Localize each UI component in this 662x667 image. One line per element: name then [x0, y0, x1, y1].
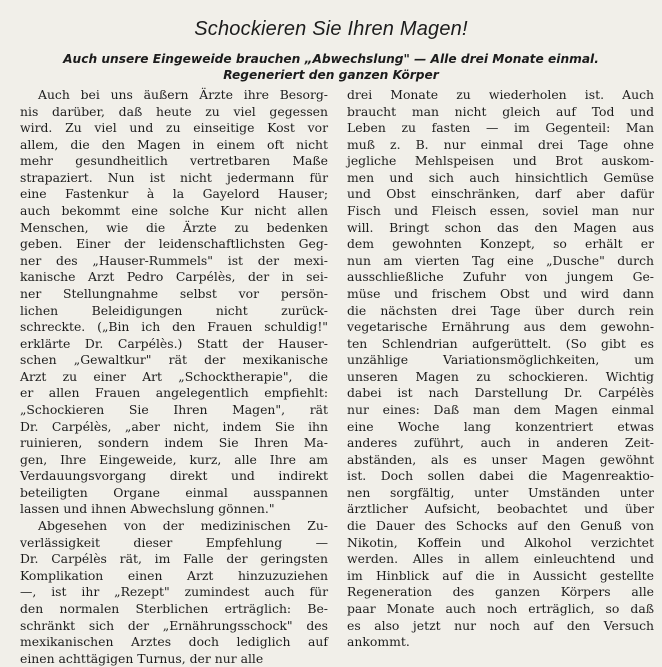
article-column-right: [347, 87, 654, 651]
text-line: schen „Gewaltkur" rät der mexikanische: [20, 352, 328, 368]
text-line: geben. Einer der leidenschaftlichsten Geg-: [20, 236, 328, 252]
text-line: jegliche Mehlspeisen und Brot auskom-: [347, 153, 654, 169]
subtitle-line: Regeneriert den ganzen Körper: [223, 68, 439, 82]
text-line: will. Bringt schon das den Magen aus: [347, 219, 654, 235]
text-line: ärztlicher Aufsicht, beobachtet und über: [347, 501, 654, 517]
text-line: verlässigkeit dieser Empfehlung —: [20, 534, 328, 550]
text-line: strapaziert. Nun ist nicht jedermann für: [20, 169, 328, 185]
text-line: Verdauungsvorgang direkt und indirekt: [20, 468, 328, 484]
text-line: Nikotin, Koffein und Alkohol verzichtet: [347, 534, 654, 550]
text-line: schränkt sich der „Ernährungsschock" des: [20, 617, 328, 633]
text-line: ner Stellungnahme selbst vor persön-: [20, 285, 328, 301]
text-line: Abgesehen von der medizinischen Zu-: [38, 518, 328, 534]
text-line: lichen Beleidigungen nicht zurück-: [20, 302, 328, 318]
article-column-left: [20, 87, 328, 667]
text-line: Dr. Carpélès rät, im Falle der geringsten: [20, 551, 328, 567]
text-line: eine Woche lang konzentriert etwas: [347, 418, 654, 434]
text-line: Menschen, wie die Ärzte zu bedenken: [20, 219, 328, 235]
text-line: muß z. B. nur einmal drei Tage ohne: [347, 136, 654, 152]
text-line: er allen Frauen angelegentlich empfiehlt:: [20, 385, 328, 401]
text-line: ausschließliche Zufuhr von jungem Ge-: [347, 269, 654, 285]
text-line: vegetarische Ernährung aus dem gewohn-: [347, 319, 654, 335]
text-line: ruinieren, sondern indem Sie Ihren Ma-: [20, 435, 328, 451]
text-line: Regeneration des ganzen Körpers alle: [347, 584, 654, 600]
text-line: beteiligten Organe einmal ausspannen: [20, 484, 328, 500]
text-line: anderes zuführt, auch in anderen Zeit-: [347, 435, 654, 451]
text-line: braucht man nicht gleich auf Tod und: [347, 103, 654, 119]
text-line: erklärte Dr. Carpélès.) Statt der Hauser-: [20, 335, 328, 351]
text-line: einen achttägigen Turnus, der nur alle: [20, 650, 264, 666]
text-line: wird. Zu viel und zu einseitige Kost vor: [20, 120, 328, 136]
article-subtitle: [20, 51, 642, 83]
text-line: —, ist ihr „Rezept" zumindest auch für: [20, 584, 328, 600]
text-line: dem gewohnten Konzept, so erhält er: [347, 236, 654, 252]
text-line: Dr. Carpélès, „aber nicht, indem Sie ihn: [20, 418, 328, 434]
text-line: müse und frischem Obst und wird dann: [347, 285, 654, 301]
text-line: abständen, als es unser Magen gewöhnt: [347, 451, 654, 467]
text-line: dabei ist nach Darstellung Dr. Carpélès: [347, 385, 654, 401]
text-line: unseren Magen zu schockieren. Wichtig: [347, 368, 654, 384]
text-line: nen sorgfältig, unter Umständen unter: [347, 484, 654, 500]
text-line: den normalen Sterblichen erträglich: Be-: [20, 600, 328, 616]
text-line: mehr gesundheitlich vertretbaren Maße: [20, 153, 328, 169]
text-line: allem, die den Magen in einem oft nicht: [20, 136, 328, 152]
text-line: ten Schlendrian aufgerüttelt. (So gibt es: [347, 335, 654, 351]
text-line: ist. Doch sollen dabei die Magenreaktio-: [347, 468, 654, 484]
text-line: schreckte. („Bin ich den Frauen schuldig!": [20, 319, 328, 335]
text-line: Komplikation einen Arzt hinzuzuziehen: [20, 567, 328, 583]
text-line: eine Fastenkur à la Gayelord Hauser;: [20, 186, 328, 202]
text-line: die Dauer des Schocks auf den Genuß von: [347, 518, 654, 534]
text-line: Auch bei uns äußern Ärzte ihre Besorg-: [38, 87, 328, 102]
text-line: ankommt.: [347, 634, 410, 650]
text-line: die nächsten drei Tage über durch rein: [347, 302, 654, 318]
text-line: nun am vierten Tag eine „Dusche" durch: [347, 252, 654, 268]
text-line: und Obst einschränken, darf aber dafür: [347, 186, 654, 202]
text-line: „Schockieren Sie Ihren Magen", rät: [20, 401, 328, 417]
text-line: mexikanischen Arztes doch lediglich auf: [20, 634, 328, 650]
text-line: im Hinblick auf die in Aussicht gestellte: [347, 567, 654, 583]
text-line: men und sich auch hinsichtlich Gemüse: [347, 169, 654, 185]
text-line: Arzt zu einer Art „Schocktherapie", die: [20, 368, 328, 384]
text-line: es also jetzt nur noch auf den Versuch: [347, 617, 654, 633]
text-line: Leben zu fasten — im Gegenteil: Man: [347, 120, 654, 136]
text-line: nis darüber, daß heute zu viel gegessen: [20, 103, 328, 119]
article-title: Schockieren Sie Ihren Magen!: [194, 18, 468, 40]
text-line: gen, Ihre Eingeweide, kurz, alle Ihre am: [20, 451, 328, 467]
text-line: unzählige Variationsmöglichkeiten, um: [347, 352, 654, 368]
text-line: nur eines: Daß man dem Magen einmal: [347, 401, 654, 417]
text-line: werden. Alles in allem einleuchtend und: [347, 551, 654, 567]
text-line: Fisch und Fleisch essen, soviel man nur: [347, 203, 654, 219]
text-line: drei Monate zu wiederholen ist. Auch: [347, 87, 654, 102]
subtitle-line: Auch unsere Eingeweide brauchen „Abwechslung" — Alle drei Monate einmal.: [63, 52, 599, 66]
text-line: paar Monate auch noch erträglich, so daß: [347, 600, 654, 616]
text-line: auch bekommt eine solche Kur nicht allen: [20, 203, 328, 219]
text-line: ner des „Hauser-Rummels" ist der mexi-: [20, 252, 328, 268]
text-line: kanische Arzt Pedro Carpélès, der in sei-: [20, 269, 328, 285]
text-line: lassen und ihnen Abwechslung gönnen.": [20, 501, 275, 517]
